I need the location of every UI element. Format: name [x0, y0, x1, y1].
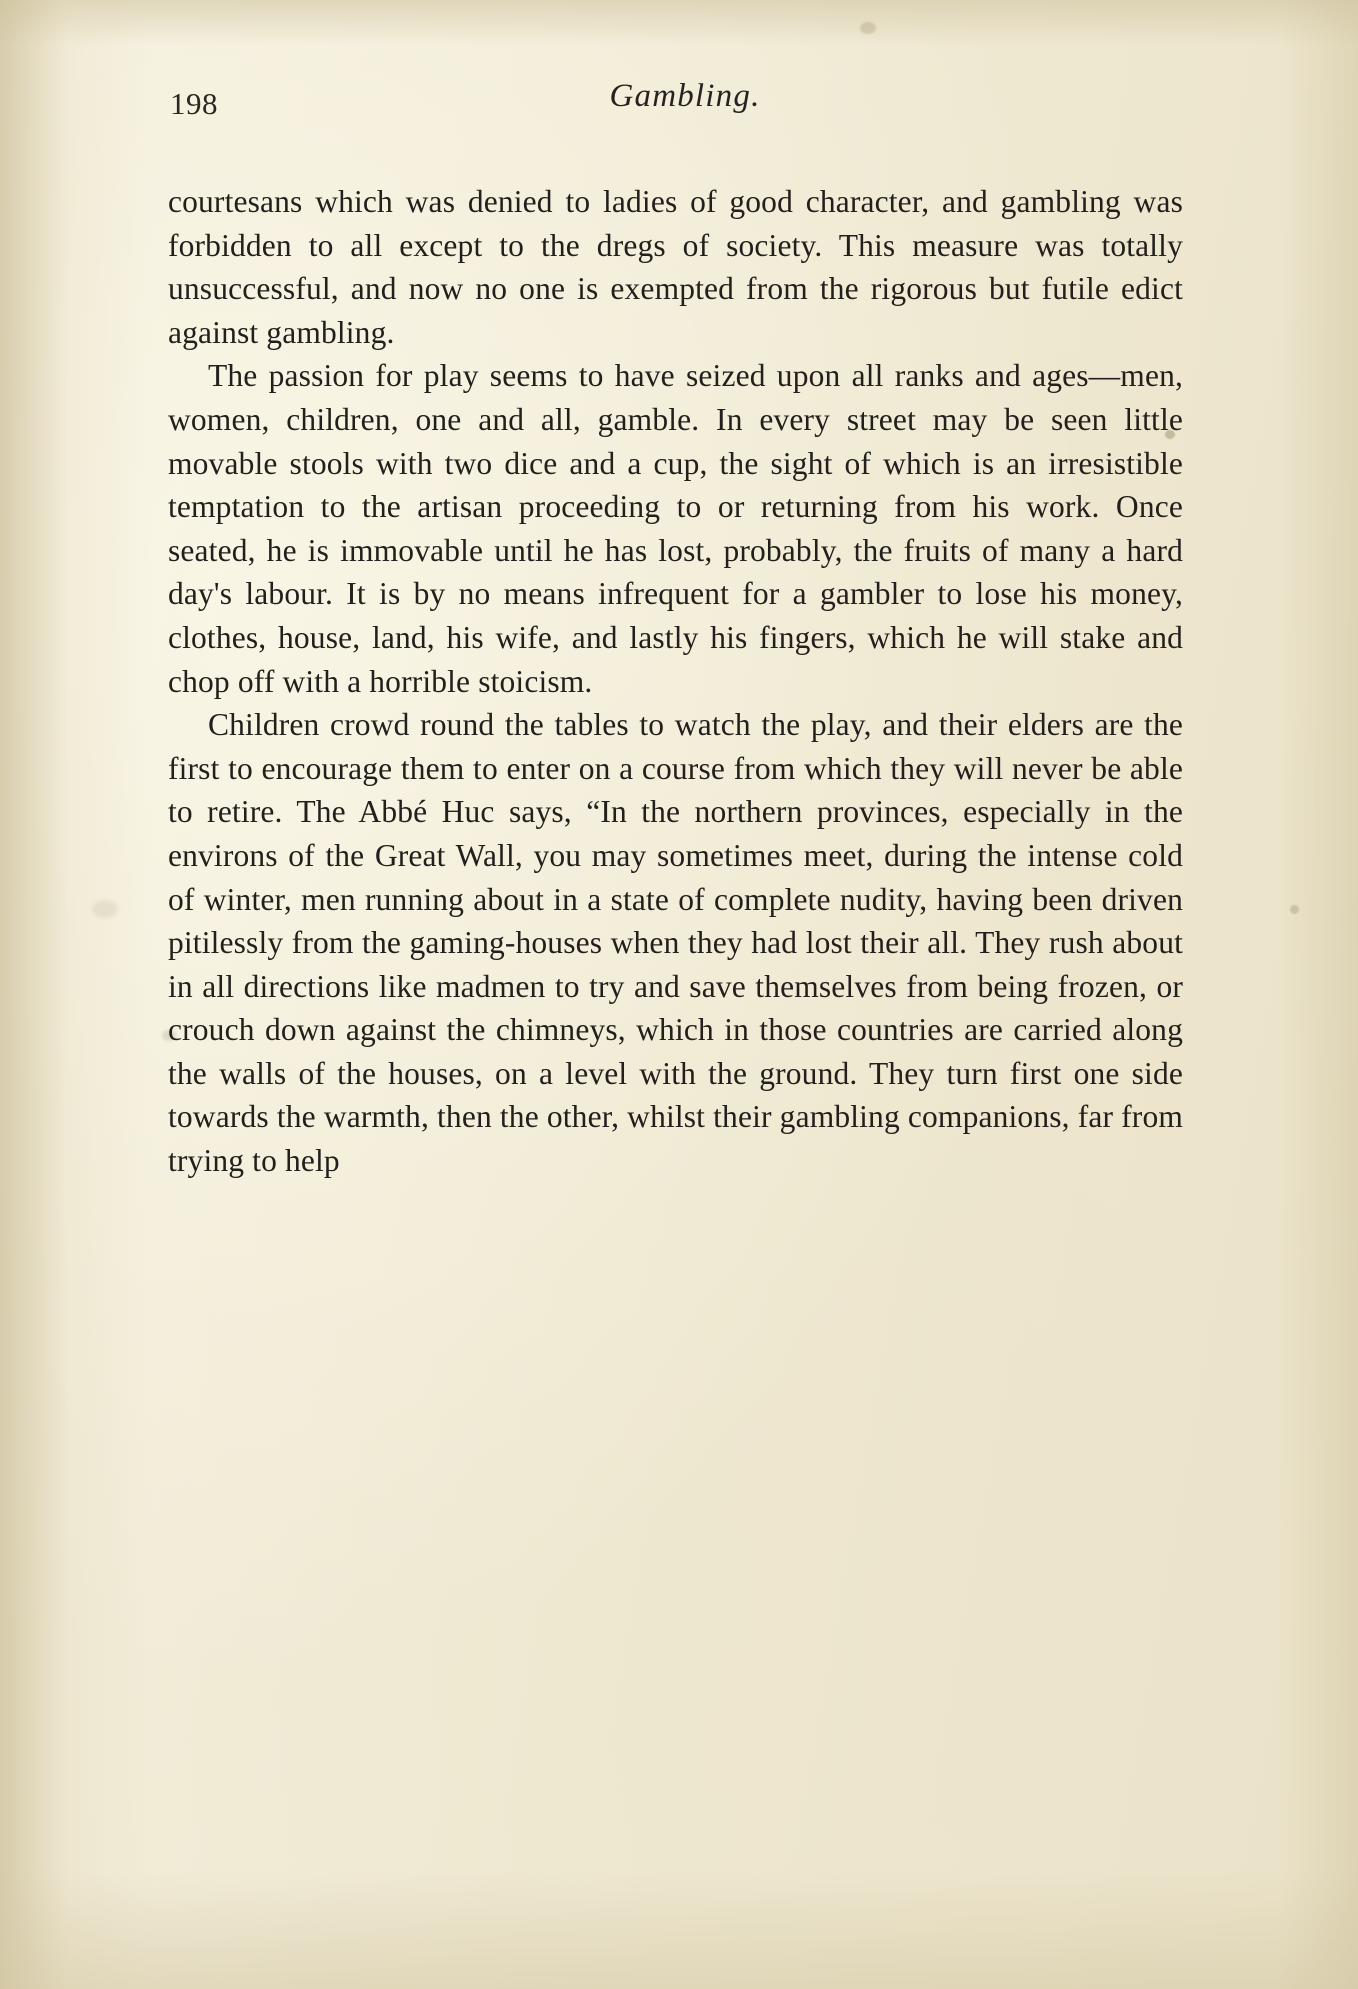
paragraph: The passion for play seems to have seized upon all ranks and ages—men, women, children, one and all, gamble. In every street may be seen little movable stools with two dice and a cup, the sight of which is an irresistible temptation to the artisan proceeding to or returning from his work. Once seated, he is immovable until he has lost, probably, the fruits of many a hard day's labour. It is by no means infrequent for a gambler to lose his money, clothes, house, land, his wife, and lastly his fingers, which he will stake and chop off with a horrible stoicism.: [168, 358, 1183, 699]
page-edge-shading-right: [1278, 0, 1358, 1989]
page-body-text: [168, 180, 1183, 1183]
running-header: [170, 78, 1180, 124]
paragraph: courtesans which was denied to ladies of good character, and gambling was forbidden to all except to the dregs of society. This measure was totally unsuccessful, and now no one is exempted from the rigorous but futile edict against gambling.: [168, 184, 1183, 350]
paper-blemish: [1290, 905, 1299, 914]
paragraph: Children crowd round the tables to watch the play, and their elders are the first to encourage them to enter on a course from which they will never be able to retire. The Abbé Huc says, “In the northern provinces, especially in the environs of the Great Wall, you may sometimes meet, during the intense cold of winter, men running about in a state of complete nudity, having been driven pitilessly from the gaming-houses when they had lost their all. They rush about in all directions like madmen to try and save themselves from being frozen, or crouch down against the chimneys, which in those countries are carried along the walls of the houses, on a level with the ground. They turn first one side towards the warmth, then the other, whilst their gambling companions, far from trying to help: [168, 707, 1183, 1179]
paper-blemish: [860, 22, 876, 34]
page-edge-shading-bottom: [0, 1869, 1358, 1989]
page-number: 198: [170, 86, 218, 121]
paper-blemish: [92, 900, 118, 918]
page-edge-shading-left: [0, 0, 150, 1989]
running-head-title: Gambling.: [609, 78, 761, 114]
page-edge-shading-top: [0, 0, 1358, 46]
